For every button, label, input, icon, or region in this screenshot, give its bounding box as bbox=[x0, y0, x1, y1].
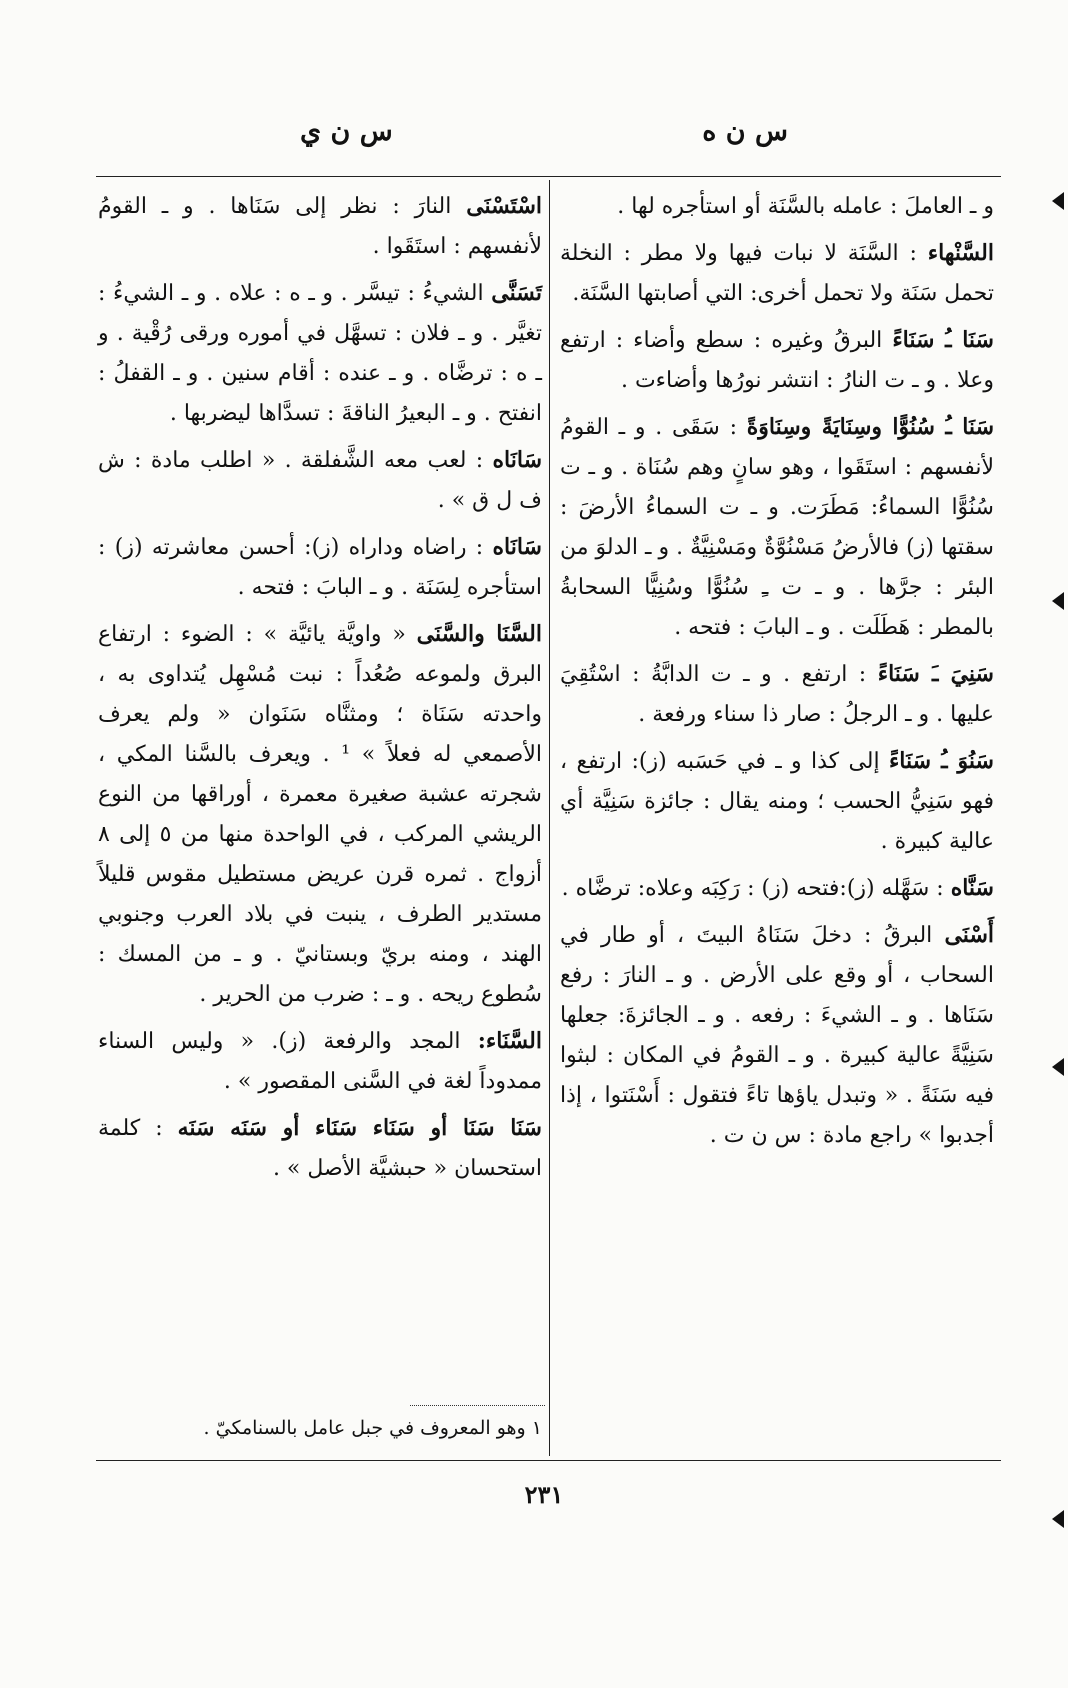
dictionary-entry bbox=[560, 320, 994, 401]
entry-definition: إلى كذا و ـ في حَسَبه (ز): ارتفع ، فهو سَنِيُّ الحسب ؛ ومنه يقال : جائزة سَنِيَّة أي عالية كبيرة . bbox=[560, 749, 994, 854]
entry-term: اسْتَسْنَى bbox=[466, 193, 542, 219]
dictionary-entry bbox=[560, 868, 994, 909]
right-root-heading: س ن ه bbox=[702, 116, 788, 147]
entry-definition: النارَ : نظر إلى سَنَاها . و ـ القومُ لأنفسهم : استَقَوا . bbox=[98, 194, 542, 259]
dictionary-entry bbox=[560, 915, 994, 1156]
dictionary-entry bbox=[98, 440, 542, 521]
margin-mark-icon bbox=[1052, 1058, 1064, 1076]
dictionary-entry bbox=[98, 1108, 542, 1189]
entry-definition: البرقُ : دخلَ سَنَاهُ البيتَ ، أو طار في السحاب ، أو وقع على الأرض . و ـ النارَ : رفع سَنَاها . و ـ الشيءَ : رفعه . و ـ الجائزةَ: جعلها سَنِيَّةً عالية كبيرة . و ـ القومُ في المكان : لبثوا فيه سَنَةً . « وتبدل ياؤها تاءً فتقول : أَسْنَتوا ، إذا أجدبوا » راجع مادة : س ن ت . bbox=[560, 923, 994, 1148]
entry-definition: : راضاه وداراه (ز): أحسن معاشرته (ز) : استأجره لِسَنَة . و ـ البابَ : فتحه . bbox=[98, 535, 542, 600]
top-rule bbox=[96, 176, 1001, 177]
column-divider bbox=[549, 180, 550, 1456]
bottom-rule bbox=[96, 1460, 1001, 1461]
margin-mark-icon bbox=[1052, 592, 1064, 610]
margin-mark-icon bbox=[1052, 192, 1064, 210]
entry-definition: : لعب معه الشَّفلقة . « اطلب مادة : ش ف ل ق » . bbox=[98, 448, 542, 513]
entry-term: السَّنْهاء bbox=[927, 240, 994, 266]
footnote-rule bbox=[410, 1405, 545, 1406]
dictionary-entry bbox=[560, 654, 994, 735]
entry-term: أَسْنَى bbox=[944, 922, 994, 948]
left-root-heading: س ن ي bbox=[300, 116, 393, 147]
page-number: ٢٣١ bbox=[524, 1480, 564, 1509]
entry-definition: البرقُ وغيره : سطع وأضاء : ارتفع وعلا . و ـ ت النارُ : انتشر نورُها وأضاءت . bbox=[560, 328, 994, 393]
entry-term: سَنَا سَنَا أو سَنَاء سَنَاء أو سَنَه سَنَه bbox=[177, 1115, 542, 1141]
entry-term: سَنَا ـُ سَنَاءً bbox=[892, 327, 994, 353]
left-column bbox=[98, 186, 542, 1195]
entry-term: تَسَنَّى bbox=[491, 280, 542, 306]
entry-term: سَنُوَ ـُ سَنَاءً bbox=[888, 748, 994, 774]
dictionary-entry bbox=[98, 527, 542, 608]
entry-term: سَانَاه bbox=[492, 447, 543, 473]
dictionary-entry bbox=[98, 186, 542, 267]
dictionary-entry bbox=[560, 407, 994, 648]
dictionary-entry bbox=[560, 233, 994, 314]
entry-definition: : السَّنَة لا نبات فيها ولا مطر : النخلة تحمل سَنَة ولا تحمل أخرى: التي أصابتها السَّنَة. bbox=[560, 241, 994, 306]
dictionary-entry bbox=[98, 1021, 542, 1102]
entry-term: السَّنَا والسَّنَى bbox=[416, 621, 542, 647]
dictionary-entry bbox=[98, 273, 542, 434]
entry-term: سَنَا ـُ سُنُوًّا وسِنَايَةً وسِنَاوَةً bbox=[746, 414, 994, 440]
margin-mark-icon bbox=[1052, 1510, 1064, 1528]
entry-term: سَانَاه bbox=[492, 534, 542, 560]
entry-term: سَنِيَ ـَ سَنَاءً bbox=[877, 661, 994, 687]
entry-definition: : ارتفع . و ـ ت الدابَّةُ : اسْتُقِيَ عليها . و ـ الرجلُ : صار ذا سناء ورفعة . bbox=[560, 662, 994, 727]
dictionary-entry bbox=[98, 614, 542, 1015]
entry-term: سَنَّاه bbox=[950, 875, 994, 901]
footnote: ١ وهو المعروف في جبل عامل بالسنامكيّ . bbox=[203, 1417, 542, 1439]
entry-definition: المجد والرفعة (ز). « وليس السناء ممدوداً لغة في السَّنى المقصور » . bbox=[98, 1029, 542, 1094]
entry-definition: : سَهَّله (ز):فتحه (ز) : رَكِبَه وعلاه: ترضَّاه . bbox=[561, 876, 944, 901]
right-column bbox=[560, 186, 994, 1162]
entry-definition: : كلمة استحسان « حبشيَّة الأصل » . bbox=[98, 1116, 542, 1181]
entry-definition: و ـ العاملَ : عامله بالسَّنَة أو استأجره لها . bbox=[617, 194, 994, 219]
entry-definition: : سَقَى . و ـ القومُ لأنفسهم : استَقَوا ، وهو سانٍ وهم سُنَاة . و ـ ت سُنُوًّا السماءُ: مَطَرَت. و ـ ت السماءُ الأرضَ : سقتها (ز) فالأرضُ مَسْنُوَّةٌ ومَسْنِيَّةٌ . و ـ الدلوَ من البئر : جرَّها . و ـ ت ـِ سُنُوًّا وسُنِيًّا السحابةُ بالمطر : هَطَلَت . و ـ البابَ : فتحه . bbox=[560, 415, 994, 640]
dictionary-entry bbox=[560, 186, 994, 227]
dictionary-entry bbox=[560, 741, 994, 862]
entry-definition: الشيءُ : تيسَّر . و ـ ه : علاه . و ـ الشيءُ : تغيَّر . و ـ فلان : تسهَّل في أموره ورقى رُقْية . و ـ ه : ترضَّاه . و ـ عنده : أقام سنين . و ـ القفلُ : انفتح . و ـ البعيرُ الناقةَ : تسدَّاها ليضربها . bbox=[98, 281, 542, 426]
entry-term: السَّنَاء: bbox=[477, 1028, 542, 1054]
entry-definition: « واويَّة يائيَّة » : الضوء : ارتفاع البرق ولموعه صُعُداً : نبت مُسْهِل يُتداوى به ، واحدته سَنَاة ؛ ومثنَّاه سَنَوان « ولم يعرف الأصمعي له فعلاً » ¹ . ويعرف بالسَّنا المكي ، شجرته عشبة صغيرة معمرة ، أوراقها من النوع الريشي المركب ، في الواحدة منها من ٥ إلى ٨ أزواج . ثمره قرن عريض مستطيل مقوس قليلاً مستدير الطرف ، ينبت في بلاد العرب وجنوبي الهند ، ومنه بريّ وبستانيّ . و ـ من المسك : سُطوع ريحه . و ـ : ضرب من الحرير . bbox=[98, 622, 542, 1007]
